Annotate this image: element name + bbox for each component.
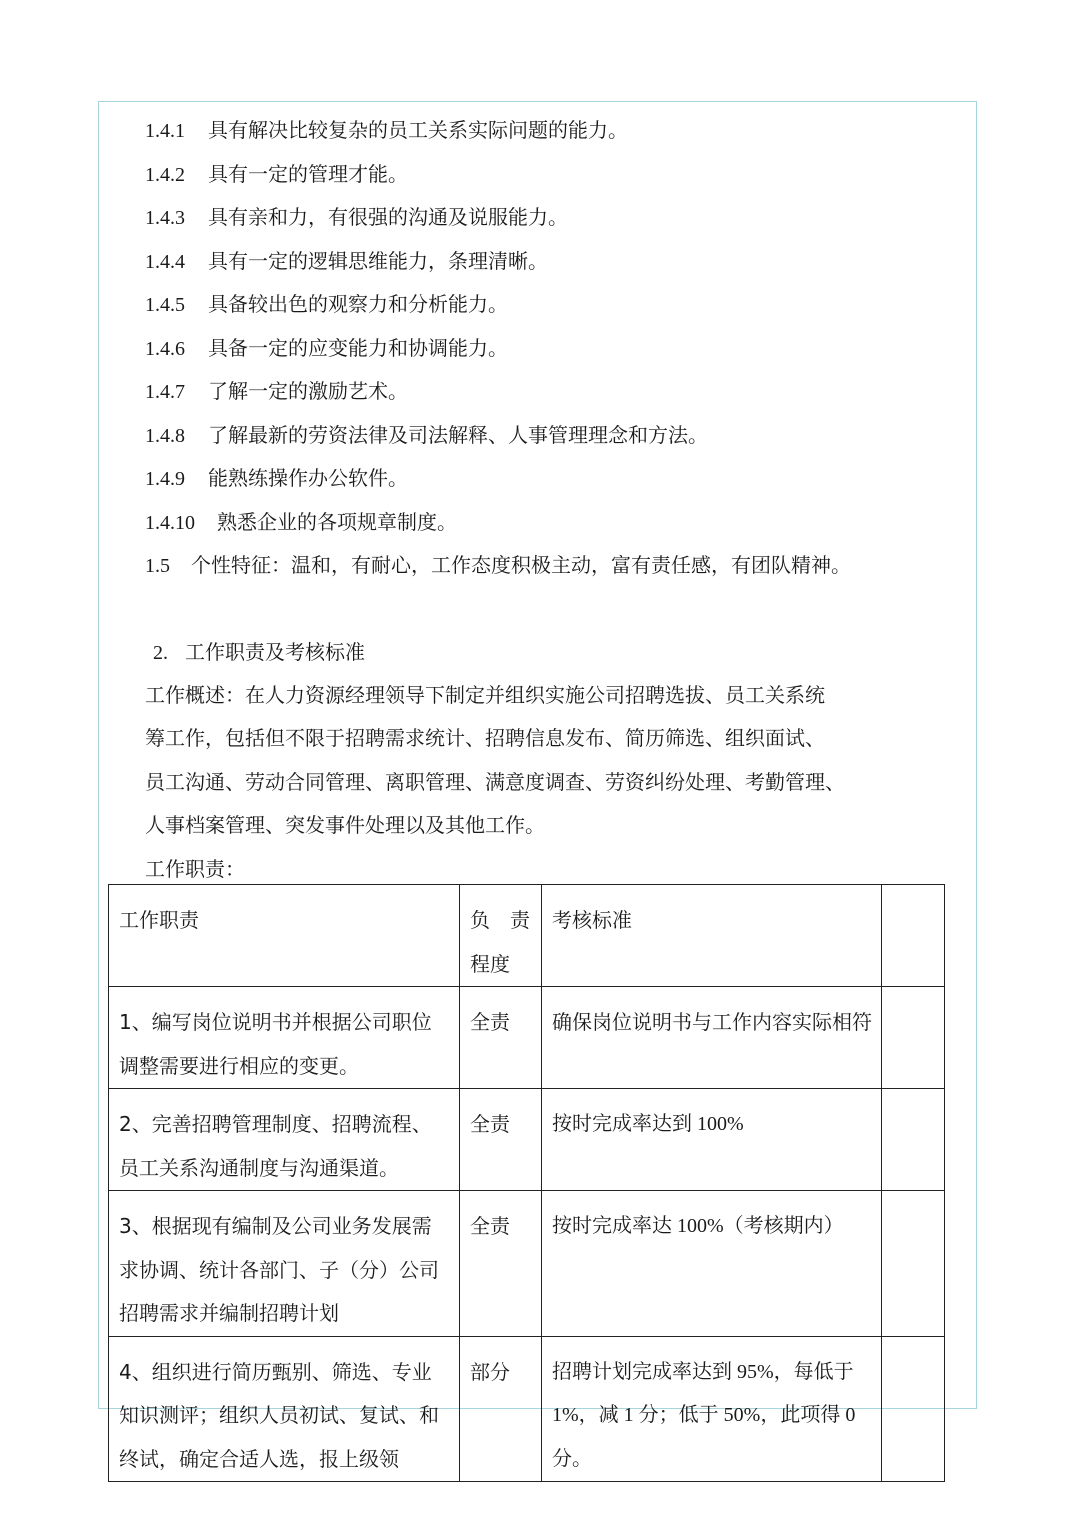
list-item — [145, 289, 508, 320]
cell-responsibility: 全责 — [460, 1191, 542, 1337]
cell-responsibility: 部分 — [460, 1336, 542, 1482]
table-row — [109, 1191, 945, 1337]
item-text: 能熟练操作办公软件。 — [208, 466, 408, 490]
item-text: 具备较出色的观察力和分析能力。 — [208, 292, 508, 316]
cell-duty: 2、完善招聘管理制度、招聘流程、员工关系沟通制度与沟通渠道。 — [109, 1089, 460, 1191]
table-row — [109, 1336, 945, 1482]
header-standard: 考核标准 — [542, 885, 882, 987]
overview-line: 工作概述：在人力资源经理领导下制定并组织实施公司招聘选拔、员工关系统 — [145, 683, 825, 707]
list-item — [145, 115, 628, 146]
header-extra — [882, 885, 945, 987]
cell-standard: 按时完成率达 100%（考核期内） — [542, 1191, 882, 1337]
cell-extra — [882, 987, 945, 1089]
item-number: 1.4.2 — [145, 164, 185, 186]
item-text: 了解最新的劳资法律及司法解释、人事管理理念和方法。 — [208, 423, 708, 447]
cell-duty: 3、根据现有编制及公司业务发展需求协调、统计各部门、子（分）公司招聘需求并编制招聘计划 — [109, 1191, 460, 1337]
list-item — [145, 550, 851, 581]
item-number: 1.4.9 — [145, 468, 185, 490]
section-title: 工作职责及考核标准 — [185, 640, 365, 664]
item-text: 了解一定的激励艺术。 — [208, 379, 408, 403]
item-number: 1.4.7 — [145, 381, 185, 403]
header-duty: 工作职责 — [109, 885, 460, 987]
overview-line: 员工沟通、劳动合同管理、离职管理、满意度调查、劳资纠纷处理、考勤管理、 — [145, 770, 845, 794]
overview-line: 人事档案管理、突发事件处理以及其他工作。 — [145, 813, 545, 837]
list-item — [145, 202, 568, 233]
cell-standard: 按时完成率达到 100% — [542, 1089, 882, 1191]
section-heading — [153, 637, 365, 668]
cell-extra — [882, 1089, 945, 1191]
item-text: 具有解决比较复杂的员工关系实际问题的能力。 — [208, 118, 628, 142]
list-item — [145, 463, 408, 494]
item-text: 个性特征：温和，有耐心，工作态度积极主动，富有责任感，有团队精神。 — [191, 553, 851, 577]
cell-responsibility: 全责 — [460, 987, 542, 1089]
cell-responsibility: 全责 — [460, 1089, 542, 1191]
list-item — [145, 333, 508, 364]
list-item — [145, 246, 548, 277]
table-row — [109, 987, 945, 1089]
item-number: 1.4.1 — [145, 120, 185, 142]
item-number: 1.4.4 — [145, 251, 185, 273]
table-header-row — [109, 885, 945, 987]
duties-table — [108, 884, 945, 1482]
section-number: 2. — [153, 642, 168, 664]
item-text: 具有一定的逻辑思维能力，条理清晰。 — [208, 249, 548, 273]
item-number: 1.5 — [145, 555, 170, 577]
cell-standard: 确保岗位说明书与工作内容实际相符 — [542, 987, 882, 1089]
overview-line: 筹工作，包括但不限于招聘需求统计、招聘信息发布、简历筛选、组织面试、 — [145, 726, 825, 750]
cell-extra — [882, 1336, 945, 1482]
duties-label: 工作职责： — [145, 857, 245, 881]
header-resp-line1: 负 责 — [470, 908, 530, 932]
item-number: 1.4.10 — [145, 512, 195, 534]
list-item — [145, 507, 457, 538]
item-text: 熟悉企业的各项规章制度。 — [217, 510, 457, 534]
item-number: 1.4.6 — [145, 338, 185, 360]
list-item — [145, 376, 408, 407]
list-item — [145, 159, 408, 190]
list-item — [145, 420, 708, 451]
cell-standard: 招聘计划完成率达到 95%，每低于 1%，减 1 分；低于 50%，此项得 0 分。 — [542, 1336, 882, 1482]
table-row — [109, 1089, 945, 1191]
item-number: 1.4.3 — [145, 207, 185, 229]
item-text: 具有亲和力，有很强的沟通及说服能力。 — [208, 205, 568, 229]
item-number: 1.4.5 — [145, 294, 185, 316]
header-responsibility — [460, 885, 542, 987]
cell-duty: 4、组织进行简历甄别、筛选、专业知识测评；组织人员初试、复试、和终试，确定合适人选，报上级领 — [109, 1336, 460, 1482]
cell-duty: 1、编写岗位说明书并根据公司职位调整需要进行相应的变更。 — [109, 987, 460, 1089]
header-resp-line2: 程度 — [470, 951, 510, 976]
cell-extra — [882, 1191, 945, 1337]
item-number: 1.4.8 — [145, 425, 185, 447]
item-text: 具有一定的管理才能。 — [208, 162, 408, 186]
item-text: 具备一定的应变能力和协调能力。 — [208, 336, 508, 360]
